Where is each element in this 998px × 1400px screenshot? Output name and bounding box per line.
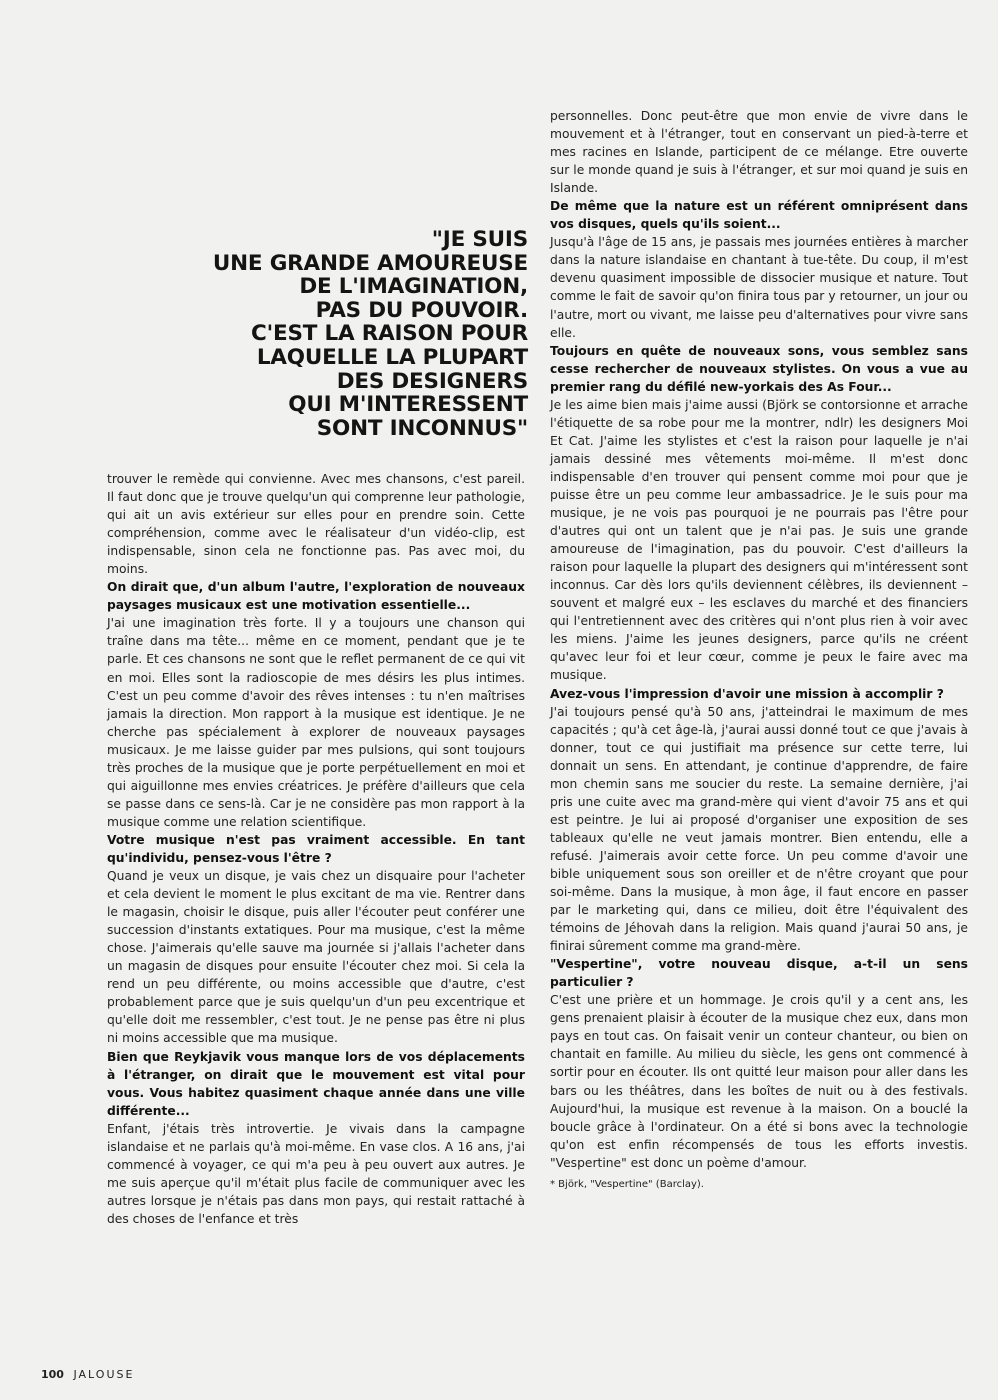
page-folio (41, 1368, 134, 1381)
right-column (550, 107, 968, 1192)
pull-quote-line: PAS DU POUVOIR. (315, 297, 528, 323)
pull-quote-line: LAQUELLE LA PLUPART (256, 344, 528, 370)
interview-answer: Quand je veux un disque, je vais chez un disquaire pour l'acheter et cela devient le moment le plus excitant de ma vie. Rentrer dans le magasin, choisir le disque, puis aller l'écouter peut conférer une succession d'instants extatiques. Pour ma musique, c'est la même chose. J'aimerais qu'elle sauve ma journée si j'allais l'acheter dans un magasin de disques pour ensuite l'écouter chez moi. Si cela la rend un peu différente, ou moins accessible que d'autre, c'est probablement parce que je suis quelqu'un d'un peu excentrique et qu'elle doit me ressembler, c'est tout. Je ne pense pas être ni plus ni moins accessible que ma musique. (107, 869, 525, 1046)
interview-question: "Vespertine", votre nouveau disque, a-t-il un sens particulier ? (550, 957, 968, 990)
magazine-name: JALOUSE (73, 1368, 135, 1381)
interview-answer: Jusqu'à l'âge de 15 ans, je passais mes journées entières à marcher dans la nature islandaise en chantant à tue-tête. Du coup, il m'est devenu quasiment impossible de dissocier musique et nature. Tout comme le fait de savoir qu'on finira tous par y retourner, un jour ou l'autre, mort ou vivant, me laisse peu d'alternatives pour vivre sans elle. (550, 235, 968, 340)
interview-question: On dirait que, d'un album l'autre, l'exploration de nouveaux paysages musicaux est une motivation essentielle... (107, 580, 525, 613)
interview-question: De même que la nature est un référent omniprésent dans vos disques, quels qu'ils soient... (550, 199, 968, 232)
footnote: * Björk, "Vespertine" (Barclay). (550, 1178, 704, 1190)
pull-quote-line: SONT INCONNUS" (316, 415, 528, 441)
pull-quote-line: UNE GRANDE AMOUREUSE (212, 250, 528, 276)
interview-answer: J'ai toujours pensé qu'à 50 ans, j'atteindrai le maximum de mes capacités ; qu'à cet âge-là, j'aurai aussi donné tout ce que j'avais à donner, tout ce qui justifiait ma présence sur cette terre, lui donnait un sens. En attendant, je continue d'apprendre, de faire mon chemin sans me soucier du reste. La semaine dernière, j'ai pris une cuite avec ma grand-mère qui vient d'avoir 75 ans et qui est peintre. Je lui ai proposé d'organiser une exposition de ses tableaux qu'elle ne veut jamais montrer. Bien entendu, elle a refusé. J'aimerais avoir cette force. Un peu comme d'avoir une bible uniquement sous son oreiller et de n'être croyant que pour soi-même. Dans la musique, à mon âge, il faut encore en passer par le marketing qui, dans ce milieu, doit être l'équivalent des témoins de Jéhovah dans la religion. Mais quand j'aurai 50 ans, je finirai sûrement comme ma grand-mère. (550, 704, 968, 954)
pull-quote-line: DES DESIGNERS (336, 368, 528, 394)
interview-answer: trouver le remède qui convienne. Avec mes chansons, c'est pareil. Il faut donc que je trouve quelqu'un qui comprenne leur pathologie, qui ait un avis extérieur sur elles pour en prendre soin. Cette compréhension, comme avec le réalisateur d'un vidéo-clip, est indispensable, sinon cela ne fonctionne pas. Pas avec moi, du moins. (107, 472, 525, 577)
pull-quote (200, 228, 528, 440)
interview-answer: personnelles. Donc peut-être que mon envie de vivre dans le mouvement et à l'étranger, tout en conservant un pied-à-terre et mes racines en Islande, participent de ce mélange. Etre ouverte sur le monde quand je suis à l'étranger, et sur moi quand je suis en Islande. (550, 109, 968, 196)
interview-question: Avez-vous l'impression d'avoir une mission à accomplir ? (550, 686, 944, 701)
interview-answer: Je les aime bien mais j'aime aussi (Björk se contorsionne et arrache l'étiquette de sa robe pour me la montrer, ndlr) les designers Moi Et Cat. J'aime les stylistes et c'est la raison pour laquelle je n'ai jamais dessiné mes vêtements moi-même. Il m'est donc indispensable d'en trouver qui pensent comme moi pour que je puisse être un peu comme leur ambassadrice. Je le suis pour ma musique, je ne vois pas pourquoi je ne pourrais pas l'être pour d'autres qui ont un talent que je n'ai pas. Je suis une grande amoureuse de l'imagination, pas du pouvoir. C'est d'ailleurs la raison pour laquelle la plupart des designers qui m'intéressent sont inconnus. Car dès lors qu'ils deviennent célèbres, ils deviennent – souvent et malgré eux – les esclaves du marché et des financiers qui l'entretiennent avec des critères qui n'ont plus rien à voir avec les miens. J'aime les jeunes designers, parce qu'ils ne créent qu'avec leur foi et leur cœur, comme je peux le faire avec ma musique. (550, 397, 968, 683)
pull-quote-line: QUI M'INTERESSENT (288, 392, 528, 418)
interview-question: Bien que Reykjavik vous manque lors de vos déplacements à l'étranger, on dirait que le mouvement est vital pour vous. Vous habitez quasiment chaque année dans une ville différente... (107, 1049, 525, 1118)
interview-question: Toujours en quête de nouveaux sons, vous semblez sans cesse rechercher de nouveaux stylistes. On vous a vue au premier rang du défilé new-yorkais des As Four... (550, 343, 968, 394)
pull-quote-line: "JE SUIS (431, 227, 528, 252)
pull-quote-line: C'EST LA RAISON POUR (251, 321, 528, 347)
interview-answer: J'ai une imagination très forte. Il y a toujours une chanson qui traîne dans ma tête... même en ce moment, pendant que je te parle. Et ces chansons ne sont que le reflet permanent de ce qui vit en moi. Elles sont la radioscopie de mes désirs les plus intimes. C'est un peu comme d'avoir des rêves intenses : tu n'en maîtrises jamais la direction. Mon rapport à la musique est identique. Je ne cherche pas spécialement à explorer de nouveaux paysages musicaux. Je me laisse guider par mes pulsions, qui sont toujours très proches de la musique que je porte perpétuellement en moi et qui aiguillonne mes envies créatrices. Je préfère d'ailleurs que cela se passe dans ce sens-là. Car je ne considère pas mon rapport à la musique comme une relation scientifique. (107, 616, 525, 829)
interview-answer: Enfant, j'étais très introvertie. Je vivais dans la campagne islandaise et ne parlais qu'à moi-même. En vase clos. A 16 ans, j'ai commencé à voyager, ce qui m'a peu à peu ouvert aux autres. Je me suis aperçue qu'il m'était plus facile de communiquer avec les autres lorsque je n'étais pas dans mon pays, qui restait rattaché à des choses de l'enfance et très (107, 1121, 525, 1226)
page-number: 100 (41, 1368, 64, 1381)
interview-question: Votre musique n'est pas vraiment accessible. En tant qu'individu, pensez-vous l'être ? (107, 832, 525, 865)
left-column (107, 470, 525, 1228)
pull-quote-line: DE L'IMAGINATION, (299, 274, 528, 300)
interview-answer: C'est une prière et un hommage. Je crois qu'il y a cent ans, les gens prenaient plaisir à écouter de la musique chez eux, dans mon pays en tout cas. On faisait venir un conteur chanteur, ou bien on chantait en famille. Au milieu du siècle, les gens ont commencé à sortir pour en écouter. Ils ont quitté leur maison pour aller dans les bars ou les théâtres, dans les boîtes de nuit ou à des festivals. Aujourd'hui, la musique est revenue à la maison. On a bouclé la boucle grâce à l'ordinateur. On a été si bons avec la technologie qu'on est enfin récompensés de tous les efforts investis. "Vespertine" est donc un poème d'amour. (550, 993, 968, 1170)
